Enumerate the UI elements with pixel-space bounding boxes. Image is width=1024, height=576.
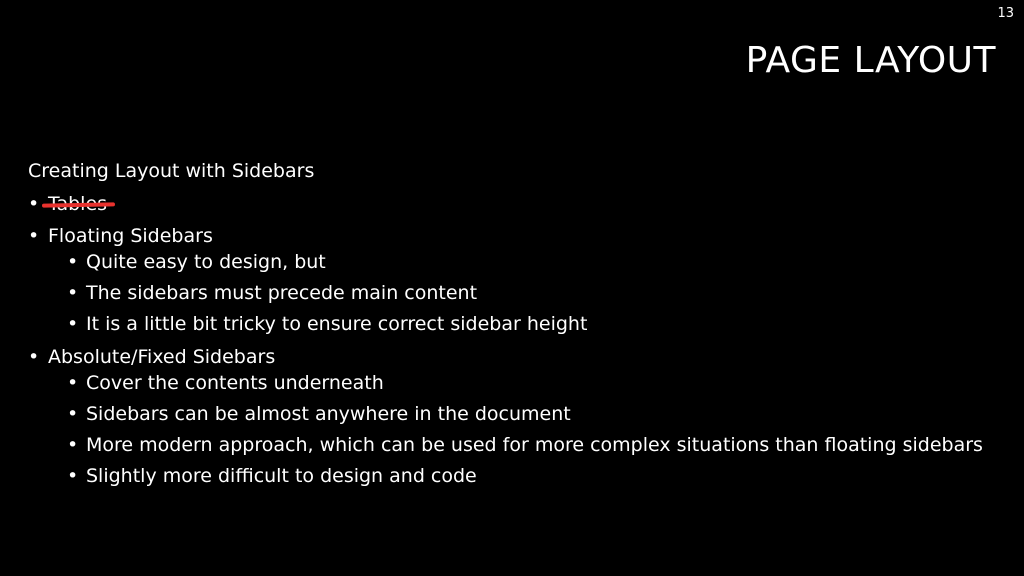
sub-bullet-item: • The sidebars must precede main content [48, 281, 988, 305]
sub-bullet-item: • Slightly more difficult to design and code [48, 464, 988, 488]
sub-bullet-item: • Sidebars can be almost anywhere in the document [48, 402, 988, 426]
slide-title: PAGE LAYOUT [745, 40, 996, 81]
bullet-item-tables [28, 190, 988, 218]
bullet-list [28, 190, 988, 488]
bullet-label: Absolute/Fixed Sidebars [48, 346, 276, 368]
bullet-label: Floating Sidebars [48, 225, 213, 247]
sub-bullet-list [48, 250, 988, 336]
slide-number: 13 [997, 6, 1014, 21]
sub-bullet-list [48, 371, 988, 488]
content-intro: Creating Layout with Sidebars [28, 160, 315, 182]
sub-bullet-item: • It is a little bit tricky to ensure correct sidebar height [48, 312, 988, 336]
sub-bullet-item: • More modern approach, which can be used for more complex situations than floating sidebars [48, 433, 988, 457]
slide-content [28, 156, 988, 495]
sub-bullet-item: • Cover the contents underneath [48, 371, 988, 395]
struck-text [48, 190, 107, 218]
bullet-item-absolute-fixed-sidebars [28, 343, 988, 488]
bullet-item-floating-sidebars [28, 222, 988, 336]
sub-bullet-item: • Quite easy to design, but [48, 250, 988, 274]
